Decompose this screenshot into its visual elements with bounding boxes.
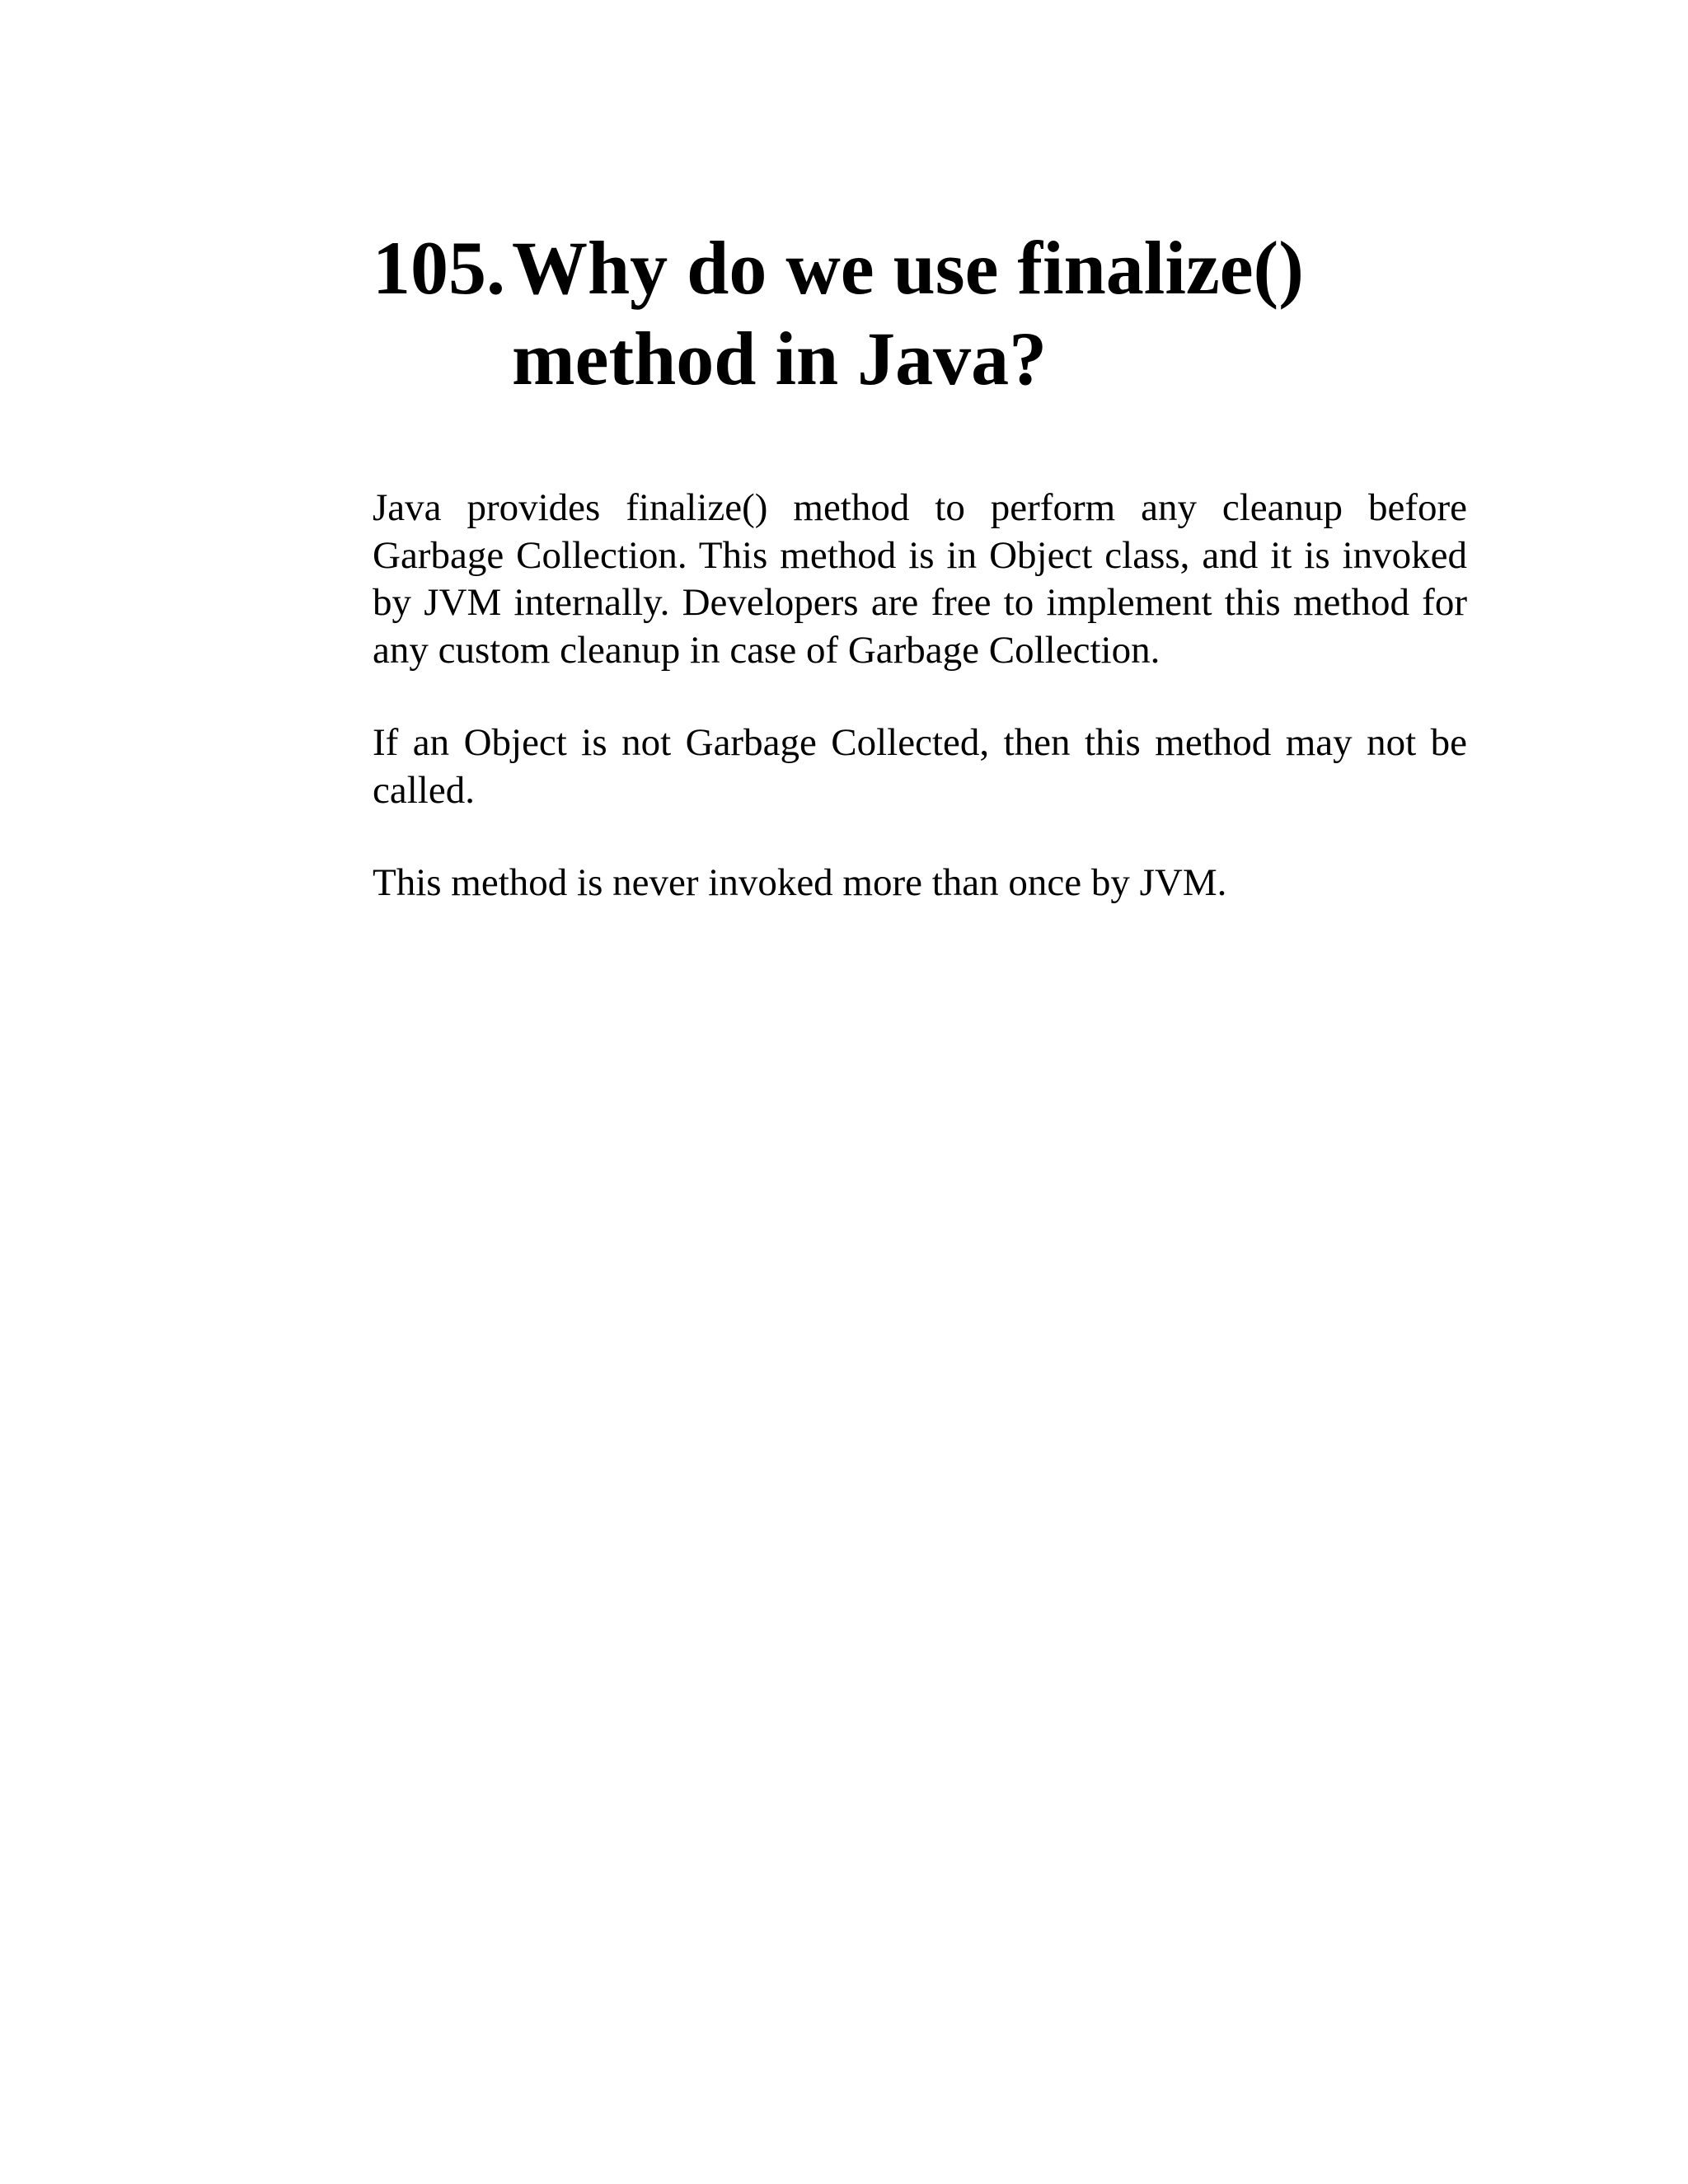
question-title: Why do we use finalize() method in Java? xyxy=(512,226,1304,401)
document-page xyxy=(373,223,1467,907)
question-number: 105. xyxy=(373,226,505,310)
answer-paragraph-3: This method is never invoked more than once by JVM. xyxy=(373,861,1227,904)
answer-paragraph-1: Java provides finalize() method to perform any cleanup before Garbage Collection. This method is in Object class, and it is invoked by JVM internally. Developers are free to implement this method for any custom cleanup in case of Garbage Collection. xyxy=(373,486,1467,672)
question-heading xyxy=(373,223,1467,404)
answer-paragraph-2: If an Object is not Garbage Collected, then this method may not be called. xyxy=(373,721,1467,812)
